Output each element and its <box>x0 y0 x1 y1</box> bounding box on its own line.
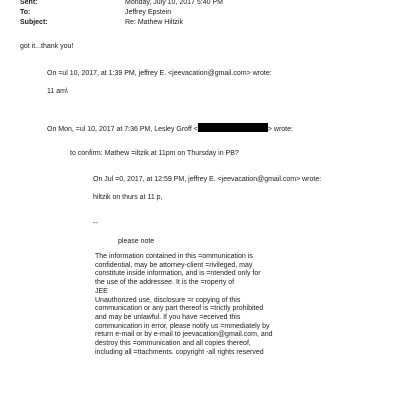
sent-label: Sent: <box>20 0 38 6</box>
quote2-attribution-end: > wrote: <box>267 126 293 133</box>
disclaimer-line: and may be unlawful. If you have =eceived this <box>95 313 241 321</box>
quote2-attribution-start: On Mon, =ul 10, 2017 at 7:36 PM, Lesley Groff < <box>47 126 198 133</box>
redaction-box <box>198 123 268 132</box>
to-value: Jeffrey Epstein <box>125 9 172 16</box>
disclaimer-line: confidential, may be attorney-client =rivileged, may <box>95 261 253 269</box>
disclaimer-line: return e-mail or by e-mail to jeevacation@gmail.com, and <box>95 331 273 339</box>
disclaimer-line: including all =ttachments. copyright -all rights reserved <box>95 348 264 356</box>
subject-label: Subject: <box>20 19 48 26</box>
quote3-please-note: please note <box>118 238 155 245</box>
quote3-sig-dashes: -- <box>93 220 98 227</box>
quote3-body: hiltzik on thurs at 11 p, <box>93 194 163 201</box>
quote2-body: to confirm: Mathew =iltzik at 11pm on Thursday in PB? <box>70 150 239 157</box>
disclaimer-line: communication or any part thereof is =trictly prohibited <box>95 305 264 313</box>
disclaimer-line: JEE <box>95 287 108 295</box>
quote1-body: 11 am\ <box>47 88 68 95</box>
quote3-attribution: On Jul =0, 2017, at 12:59 PM, jeffrey E. <jeevacation@gmail.com> wrote: <box>93 176 322 183</box>
subject-value: Re: Mathew Hiltzik <box>125 19 183 26</box>
quote1-attribution: On =ul 10, 2017, at 1:39 PM, jeffrey E. <jeevacation@gmail.com> wrote: <box>47 70 272 77</box>
reply-body: got it...thank you! <box>20 43 74 50</box>
disclaimer-line: The information contained in this =ommunication is <box>95 253 253 260</box>
sent-value: Monday, July 10, 2017 5:40 PM <box>125 0 223 6</box>
confidentiality-disclaimer <box>95 253 273 357</box>
disclaimer-line: communication in error, please notify us =mmediately by <box>95 322 270 330</box>
disclaimer-line: the use of the addressee. It is the =roperty of <box>95 279 235 287</box>
quote2-attribution <box>47 123 293 134</box>
to-label: To: <box>20 9 31 16</box>
disclaimer-line: Unauthorized use, disclosure =r copying of this <box>95 296 241 304</box>
disclaimer-line: constitute inside information, and is =ntended only for <box>95 270 261 278</box>
disclaimer-line: destroy this =ommunication and all copies thereof, <box>95 340 251 348</box>
